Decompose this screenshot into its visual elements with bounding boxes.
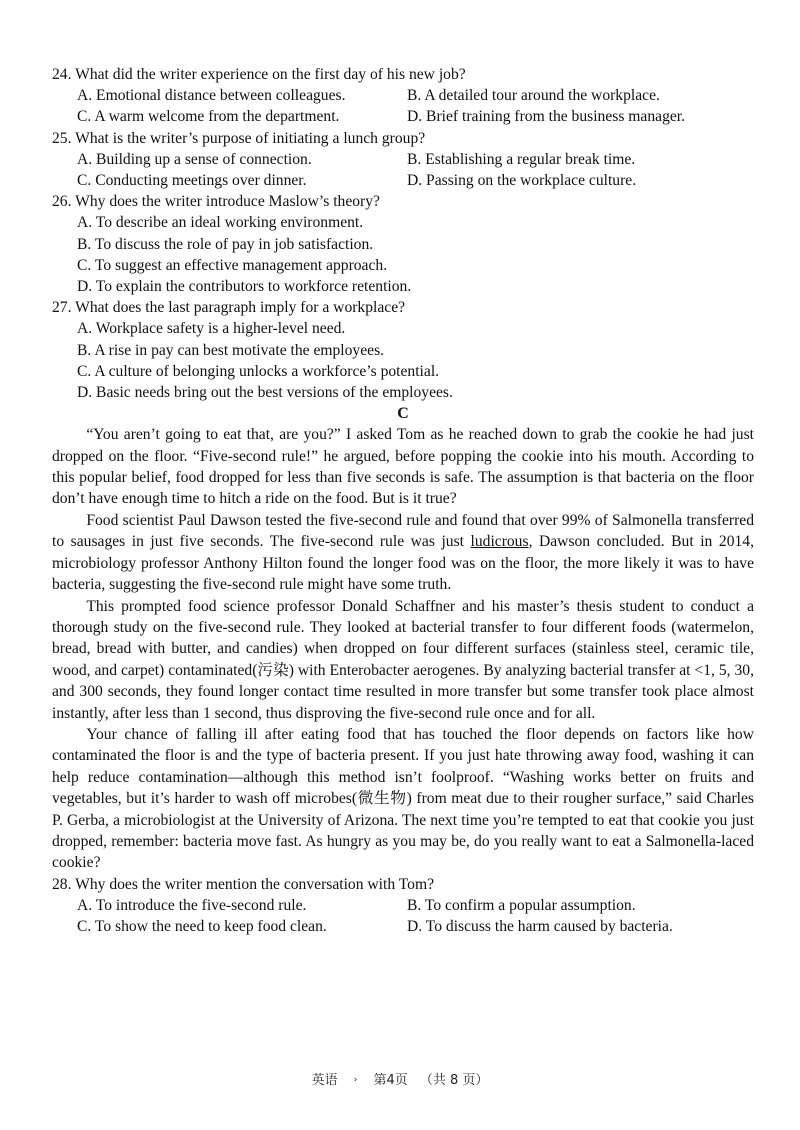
- option-row: [52, 895, 754, 916]
- option-c: C. Conducting meetings over dinner.: [77, 172, 307, 190]
- underlined-word: ludicrous: [470, 533, 529, 551]
- passage-paragraph-1: “You aren’t going to eat that, are you?” I asked Tom as he reached down to grab the cookie he had just dropped on the floor. “Five-second rule!” he argued, before popping the cookie into his mouth. According to this popular belief, food dropped for less than five seconds is safe. The assumption is that bacteria on the floor don’t have enough time to hitch a ride on the food. But is it true?: [52, 426, 754, 508]
- option-c: C. To suggest an effective management approach.: [77, 256, 388, 274]
- question-stem: 26. Why does the writer introduce Maslow’s theory?: [52, 193, 380, 211]
- option-c: C. To show the need to keep food clean.: [77, 918, 327, 936]
- option-row: [52, 149, 754, 170]
- footer-total-pages: （共 8 页）: [419, 1073, 489, 1088]
- footer-page-number: 第4页: [373, 1073, 408, 1088]
- question-24: [52, 64, 754, 128]
- section-heading-c: C: [397, 405, 409, 423]
- option-b: B. A detailed tour around the workplace.: [407, 87, 660, 105]
- question-28: [52, 874, 754, 938]
- footer-separator: ›: [353, 1075, 358, 1085]
- option-b: B. Establishing a regular break time.: [407, 150, 636, 168]
- paragraph-text: Food scientist Paul Dawson tested the five-second rule and found that over 99% of Salmonella transferred to sausages in just five seconds. The five-second rule was just: [52, 511, 754, 551]
- question-stem: 28. Why does the writer mention the conversation with Tom?: [52, 875, 435, 893]
- passage-paragraph-2: [52, 510, 754, 596]
- question-25: [52, 128, 754, 192]
- option-d: D. Passing on the workplace culture.: [407, 172, 637, 190]
- option-row: [52, 106, 754, 127]
- passage-paragraph-4: Your chance of falling ill after eating food that has touched the floor depends on factors like how contaminated the floor is and the type of bacteria present. If you just hate throwing away food, washing it can help reduce contamination—although this method isn’t foolproof. “Washing works better on fruits and vegetables, but it’s harder to wash off microbes(微生物) from meat due to their rougher surface,” said Charles P. Gerba, a microbiologist at the University of Arizona. The next time you’re tempted to eat that cookie you just dropped, remember: bacteria move fast. As hungry as you may be, do you really want to eat a Salmonella-laced cookie?: [52, 725, 754, 872]
- option-a: A. Emotional distance between colleagues.: [77, 87, 346, 105]
- option-c: C. A warm welcome from the department.: [77, 108, 340, 126]
- question-26: [52, 191, 754, 297]
- question-stem: 25. What is the writer’s purpose of initiating a lunch group?: [52, 129, 426, 147]
- option-a: A. Workplace safety is a higher-level need.: [77, 320, 346, 338]
- option-d: D. Brief training from the business manager.: [407, 108, 686, 126]
- option-a: A. To describe an ideal working environment.: [77, 214, 364, 232]
- option-c: C. A culture of belonging unlocks a workforce’s potential.: [77, 362, 440, 380]
- page-footer: [0, 1069, 800, 1088]
- option-b: B. To discuss the role of pay in job satisfaction.: [77, 235, 374, 253]
- exam-page: [52, 64, 754, 937]
- option-d: D. To explain the contributors to workforce retention.: [77, 278, 412, 296]
- question-stem: 27. What does the last paragraph imply for a workplace?: [52, 299, 406, 317]
- option-b: B. To confirm a popular assumption.: [407, 896, 636, 914]
- option-d: D. To discuss the harm caused by bacteria.: [407, 918, 673, 936]
- footer-subject: 英语: [311, 1073, 338, 1088]
- question-27: [52, 297, 754, 403]
- paragraph-text: , Dawson concluded. But in 2014, microbiology professor Anthony Hilton found the longer food was on the floor, the more likely it was to have bacteria, suggesting the five-second rule might have some truth.: [52, 533, 754, 594]
- option-b: B. A rise in pay can best motivate the employees.: [77, 341, 385, 359]
- option-d: D. Basic needs bring out the best versions of the employees.: [77, 384, 453, 402]
- passage-paragraph-3: This prompted food science professor Donald Schaffner and his master’s thesis student to conduct a thorough study on the five-second rule. They looked at bacterial transfer to four different foods (watermelon, bread, bread with butter, and candies) when dropped on four different surfaces (stainless steel, ceramic tile, wood, and carpet) contaminated(污染) with Enterobacter aerogenes. By analyzing bacterial transfer at <1, 5, 30, and 300 seconds, they found longer contact time resulted in more transfer but some transfer took place almost instantly, after less than 1 second, thus disproving the five-second rule once and for all.: [52, 597, 754, 722]
- option-row: [52, 85, 754, 106]
- option-a: A. Building up a sense of connection.: [77, 150, 312, 168]
- option-row: [52, 170, 754, 191]
- option-row: [52, 916, 754, 937]
- option-a: A. To introduce the five-second rule.: [77, 896, 307, 914]
- question-stem: 24. What did the writer experience on the first day of his new job?: [52, 66, 466, 83]
